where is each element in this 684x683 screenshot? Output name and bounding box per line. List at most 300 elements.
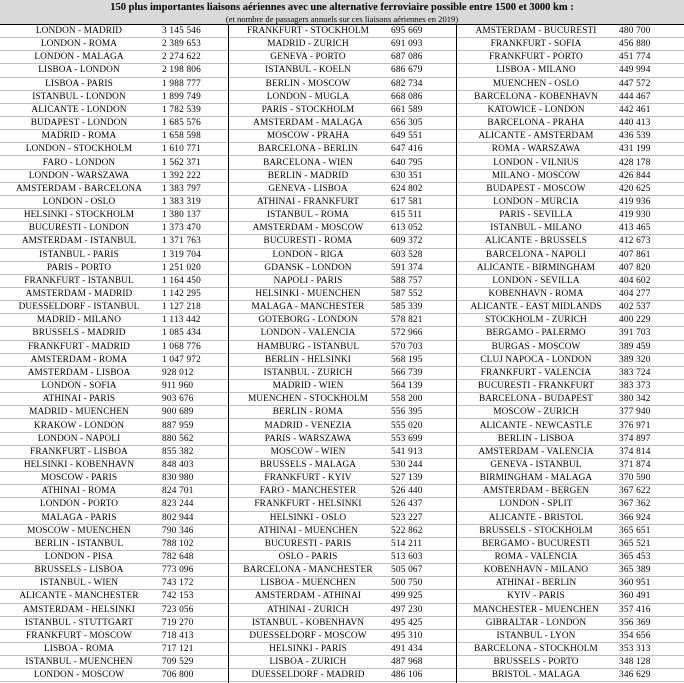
passenger-count: 743 172 bbox=[162, 578, 194, 589]
route-name: BRUSSELS - LISBOA bbox=[34, 565, 124, 576]
passenger-count: 609 372 bbox=[391, 236, 423, 247]
route-name: HAMBURG - ISTANBUL bbox=[256, 341, 360, 352]
table-row bbox=[0, 669, 228, 682]
passenger-count: 527 139 bbox=[391, 473, 423, 484]
route-name: BARCELONA - KOBENHAVN bbox=[474, 91, 598, 102]
table-row bbox=[229, 604, 457, 617]
routes-column bbox=[228, 25, 457, 683]
route-name: FRANKFURT - PORTO bbox=[489, 52, 583, 63]
table-row bbox=[229, 380, 457, 393]
passenger-count: 367 622 bbox=[619, 486, 651, 497]
route-name: DUESSELDORF - MADRID bbox=[251, 670, 365, 681]
passenger-count: 615 511 bbox=[391, 210, 423, 221]
passenger-count: 530 244 bbox=[391, 459, 423, 470]
passenger-count: 585 339 bbox=[391, 302, 423, 313]
passenger-count: 436 539 bbox=[619, 131, 651, 142]
passenger-count: 420 625 bbox=[619, 183, 651, 194]
passenger-count: 380 342 bbox=[619, 394, 651, 405]
passenger-count: 1 319 704 bbox=[162, 249, 201, 260]
route-name: MOSCOW - PRAHA bbox=[266, 131, 350, 142]
passenger-count: 640 795 bbox=[391, 157, 423, 168]
route-name: BARCELONA - BERLIN bbox=[258, 144, 358, 155]
route-name: ATHINAI - ROMA bbox=[41, 486, 117, 497]
route-name: KRAKOW - LONDON bbox=[33, 420, 125, 431]
table-row bbox=[457, 249, 684, 262]
table-row bbox=[457, 183, 684, 196]
table-row bbox=[0, 235, 228, 248]
route-name: MILANO - MOSCOW bbox=[491, 170, 581, 181]
route-name: LONDON - PISA bbox=[44, 552, 114, 562]
table-row bbox=[457, 512, 684, 525]
route-name: MALAGA - PARIS bbox=[41, 512, 117, 523]
table-row bbox=[229, 183, 457, 196]
route-name: PARIS - SEVILLA bbox=[499, 210, 573, 221]
table-row bbox=[0, 288, 228, 301]
table-row bbox=[229, 525, 457, 538]
passenger-count: 486 106 bbox=[391, 670, 423, 681]
table-row bbox=[229, 314, 457, 327]
table-row bbox=[0, 577, 228, 590]
route-name: FARO - MANCHESTER bbox=[259, 486, 357, 497]
passenger-count: 1 068 776 bbox=[162, 341, 201, 352]
passenger-count: 1 251 020 bbox=[162, 262, 201, 273]
passenger-count: 556 395 bbox=[391, 407, 423, 418]
passenger-count: 353 313 bbox=[619, 644, 651, 655]
passenger-count: 1 164 450 bbox=[162, 275, 201, 286]
passenger-count: 1 113 442 bbox=[162, 315, 201, 326]
route-name: AMSTERDAM - MALAGA bbox=[253, 118, 363, 129]
passenger-count: 570 703 bbox=[391, 341, 423, 352]
route-name: GIBRALTAR - LONDON bbox=[485, 617, 587, 628]
passenger-count: 564 139 bbox=[391, 381, 423, 392]
passenger-count: 376 971 bbox=[619, 420, 651, 431]
passenger-count: 514 211 bbox=[391, 538, 423, 549]
route-name: CLUJ NAPOCA - LONDON bbox=[480, 354, 592, 365]
table-row bbox=[457, 38, 684, 51]
table-row bbox=[0, 643, 228, 656]
table-row bbox=[229, 512, 457, 525]
route-name: BUDAPEST - LONDON bbox=[30, 118, 128, 129]
table-row bbox=[457, 420, 684, 433]
table-row bbox=[457, 564, 684, 577]
route-name: AMSTERDAM - ROMA bbox=[30, 354, 128, 365]
route-name: BARCELONA - NAPOLI bbox=[486, 249, 586, 260]
passenger-count: 1 127 218 bbox=[162, 302, 201, 313]
table-row bbox=[0, 459, 228, 472]
route-name: FRANKFURT - MADRID bbox=[28, 341, 130, 352]
route-name: ALICANTE - BIRMINGHAM bbox=[476, 262, 596, 273]
route-name: ROMA - WARSZAWA bbox=[491, 144, 581, 155]
table-row bbox=[0, 275, 228, 288]
route-name: MUENCHEN - STOCKHOLM bbox=[247, 394, 369, 405]
table-row bbox=[229, 275, 457, 288]
passenger-count: 1 685 576 bbox=[162, 118, 201, 129]
route-name: HELSINKI - STOCKHOLM bbox=[23, 210, 135, 221]
route-name: GOTEBORG - LONDON bbox=[258, 315, 358, 326]
route-name: ISTANBUL - KOBENHAVN bbox=[251, 617, 365, 628]
passenger-count: 365 453 bbox=[619, 552, 651, 562]
passenger-count: 400 229 bbox=[619, 315, 651, 326]
table-row bbox=[0, 380, 228, 393]
route-name: MOSCOW - WIEN bbox=[270, 446, 346, 457]
passenger-count: 824 701 bbox=[162, 486, 194, 497]
table-row bbox=[457, 235, 684, 248]
passenger-count: 1 142 295 bbox=[162, 289, 201, 299]
table-row bbox=[0, 433, 228, 446]
route-name: BARCELONA - MANCHESTER bbox=[243, 565, 373, 576]
passenger-count: 456 880 bbox=[619, 39, 651, 50]
table-row bbox=[457, 433, 684, 446]
route-name: BRUSSELS - MALAGA bbox=[259, 459, 357, 470]
route-name: AMSTERDAM - ISTANBUL bbox=[21, 236, 137, 247]
route-name: LONDON - WARSZAWA bbox=[28, 170, 130, 181]
route-name: LONDON - MOSCOW bbox=[33, 670, 125, 681]
passenger-count: 572 966 bbox=[391, 328, 423, 339]
table-row bbox=[229, 538, 457, 551]
passenger-count: 887 959 bbox=[162, 420, 194, 431]
table-row bbox=[457, 551, 684, 564]
table-row bbox=[0, 301, 228, 314]
route-name: OSLO - PARIS bbox=[278, 552, 338, 562]
passenger-count: 880 562 bbox=[162, 433, 194, 444]
passenger-count: 649 551 bbox=[391, 131, 423, 142]
route-name: AMSTERDAM - ATHINAI bbox=[254, 591, 362, 602]
table-row bbox=[229, 446, 457, 459]
table-row bbox=[457, 459, 684, 472]
table-title: 150 plus importantes liaisons aériennes avec une alternative ferroviaire possible entre 1500 et 3000 km : bbox=[110, 2, 574, 13]
table-row bbox=[229, 564, 457, 577]
table-row bbox=[229, 472, 457, 485]
route-name: ALICANTE - LONDON bbox=[31, 104, 127, 115]
passenger-count: 830 980 bbox=[162, 473, 194, 484]
table-row bbox=[457, 91, 684, 104]
passenger-count: 367 362 bbox=[619, 499, 651, 510]
route-name: AMSTERDAM - MADRID bbox=[25, 289, 133, 299]
passenger-count: 661 589 bbox=[391, 104, 423, 115]
passenger-count: 3 145 546 bbox=[162, 26, 201, 36]
table-row bbox=[0, 354, 228, 367]
passenger-count: 928 012 bbox=[162, 367, 194, 378]
passenger-count: 500 750 bbox=[391, 578, 423, 589]
table-row bbox=[229, 235, 457, 248]
passenger-count: 742 153 bbox=[162, 591, 194, 602]
passenger-count: 558 200 bbox=[391, 394, 423, 405]
passenger-count: 656 305 bbox=[391, 118, 423, 129]
route-name: MADRID - ROMA bbox=[41, 131, 117, 142]
passenger-count: 788 102 bbox=[162, 538, 194, 549]
passenger-count: 365 651 bbox=[619, 525, 651, 536]
passenger-count: 1 562 371 bbox=[162, 157, 201, 168]
passenger-count: 391 703 bbox=[619, 328, 651, 339]
route-name: ALICANTE - NEWCASTLE bbox=[479, 420, 593, 431]
route-name: BIRMINGHAM - MALAGA bbox=[479, 473, 593, 484]
table-row bbox=[229, 130, 457, 143]
passenger-count: 444 467 bbox=[619, 91, 651, 102]
route-name: LONDON - NAPOLI bbox=[37, 433, 121, 444]
route-name: AMSTERDAM - BUCURESTI bbox=[475, 26, 597, 36]
table-row bbox=[0, 38, 228, 51]
routes-table bbox=[0, 25, 684, 683]
passenger-count: 802 944 bbox=[162, 512, 194, 523]
passenger-count: 1 988 777 bbox=[162, 78, 201, 89]
table-row bbox=[457, 78, 684, 91]
route-name: LISBOA - PARIS bbox=[45, 78, 113, 89]
passenger-count: 360 491 bbox=[619, 591, 651, 602]
route-name: ISTANBUL - LYON bbox=[496, 630, 576, 641]
passenger-count: 603 528 bbox=[391, 249, 423, 260]
table-row bbox=[229, 170, 457, 183]
route-name: ATHINAI - PARIS bbox=[42, 394, 116, 405]
table-row bbox=[229, 249, 457, 262]
table-row bbox=[229, 341, 457, 354]
route-name: FRANKFURT - SOFIA bbox=[490, 39, 582, 50]
passenger-count: 431 199 bbox=[619, 144, 651, 155]
passenger-count: 691 093 bbox=[391, 39, 423, 50]
passenger-count: 1 782 539 bbox=[162, 104, 201, 115]
table-row bbox=[457, 393, 684, 406]
passenger-count: 773 096 bbox=[162, 565, 194, 576]
table-row bbox=[0, 314, 228, 327]
passenger-count: 389 459 bbox=[619, 341, 651, 352]
passenger-count: 407 820 bbox=[619, 262, 651, 273]
passenger-count: 426 844 bbox=[619, 170, 651, 181]
route-name: LONDON - MADRID bbox=[35, 26, 123, 36]
route-name: BUCURESTI - LONDON bbox=[28, 223, 130, 234]
table-row bbox=[0, 420, 228, 433]
passenger-count: 513 603 bbox=[391, 552, 423, 562]
passenger-count: 413 465 bbox=[619, 223, 651, 234]
table-row bbox=[457, 367, 684, 380]
passenger-count: 404 277 bbox=[619, 289, 651, 299]
table-header bbox=[0, 0, 684, 25]
route-name: AMSTERDAM - VALENCIA bbox=[478, 446, 594, 457]
table-row bbox=[0, 117, 228, 130]
route-name: BRUSSELS - MADRID bbox=[32, 328, 126, 339]
route-name: BRUSSELS - PORTO bbox=[493, 657, 579, 668]
passenger-count: 371 874 bbox=[619, 459, 651, 470]
route-name: BERLIN - ISTANBUL bbox=[34, 538, 124, 549]
table-row bbox=[0, 604, 228, 617]
table-row bbox=[0, 406, 228, 419]
passenger-count: 695 669 bbox=[391, 26, 423, 36]
route-name: ALICANTE - MANCHESTER bbox=[19, 591, 139, 602]
passenger-count: 578 821 bbox=[391, 315, 423, 326]
table-row bbox=[457, 275, 684, 288]
table-row bbox=[0, 446, 228, 459]
route-name: KOBENHAVN - ROMA bbox=[488, 289, 584, 299]
passenger-count: 1 373 470 bbox=[162, 223, 201, 234]
route-name: ISTANBUL - KOELN bbox=[265, 65, 351, 76]
passenger-count: 412 673 bbox=[619, 236, 651, 247]
passenger-count: 591 374 bbox=[391, 262, 423, 273]
passenger-count: 1 899 749 bbox=[162, 91, 201, 102]
table-row bbox=[229, 157, 457, 170]
table-row bbox=[229, 327, 457, 340]
passenger-count: 823 244 bbox=[162, 499, 194, 510]
passenger-count: 407 861 bbox=[619, 249, 651, 260]
passenger-count: 360 951 bbox=[619, 578, 651, 589]
route-name: KOBENHAVN - MILANO bbox=[483, 565, 589, 576]
route-name: BRUSSELS - STOCKHOLM bbox=[479, 525, 593, 536]
passenger-count: 717 121 bbox=[162, 644, 194, 655]
route-name: BARCELONA - BUDAPEST bbox=[478, 394, 594, 405]
passenger-count: 588 757 bbox=[391, 275, 423, 286]
table-row bbox=[0, 341, 228, 354]
table-row bbox=[457, 341, 684, 354]
table-row bbox=[229, 590, 457, 603]
table-row bbox=[457, 630, 684, 643]
route-name: LONDON - VILNIUS bbox=[493, 157, 579, 168]
route-name: FRANKFURT - MOSCOW bbox=[26, 630, 132, 641]
passenger-count: 449 994 bbox=[619, 65, 651, 76]
route-name: LISBOA - MUENCHEN bbox=[260, 578, 356, 589]
table-row bbox=[0, 564, 228, 577]
table-row bbox=[457, 209, 684, 222]
passenger-count: 647 416 bbox=[391, 144, 423, 155]
passenger-count: 356 369 bbox=[619, 617, 651, 628]
route-name: MOSCOW - ZURICH bbox=[493, 407, 579, 418]
table-row bbox=[229, 643, 457, 656]
passenger-count: 526 440 bbox=[391, 486, 423, 497]
passenger-count: 404 602 bbox=[619, 275, 651, 286]
passenger-count: 911 960 bbox=[162, 381, 194, 392]
passenger-count: 491 434 bbox=[391, 644, 423, 655]
table-row bbox=[0, 249, 228, 262]
passenger-count: 383 724 bbox=[619, 367, 651, 378]
route-name: ISTANBUL - MILANO bbox=[490, 223, 582, 234]
passenger-count: 389 320 bbox=[619, 354, 651, 365]
passenger-count: 719 270 bbox=[162, 617, 194, 628]
table-row bbox=[0, 64, 228, 77]
table-row bbox=[0, 538, 228, 551]
route-name: LONDON - RIGA bbox=[272, 249, 344, 260]
route-name: AMSTERDAM - BARCELONA bbox=[15, 183, 143, 194]
route-name: BARCELONA - WIEN bbox=[263, 157, 353, 168]
route-name: GDANSK - LONDON bbox=[264, 262, 352, 273]
passenger-count: 782 648 bbox=[162, 552, 194, 562]
route-name: ISTANBUL - ZURICH bbox=[263, 367, 353, 378]
passenger-count: 495 425 bbox=[391, 617, 423, 628]
table-row bbox=[457, 446, 684, 459]
passenger-count: 419 936 bbox=[619, 196, 651, 207]
route-name: GENEVA - PORTO bbox=[270, 52, 346, 63]
table-subtitle: (et nombre de passagers annuels sur ces liaisons aériennes en 2019) bbox=[225, 14, 459, 24]
table-row bbox=[229, 78, 457, 91]
table-row bbox=[0, 183, 228, 196]
route-name: MADRID - MUENCHEN bbox=[29, 407, 129, 418]
passenger-count: 706 800 bbox=[162, 670, 194, 681]
passenger-count: 440 413 bbox=[619, 118, 651, 129]
route-name: ATHINAI - MUENCHEN bbox=[258, 525, 358, 536]
table-row bbox=[229, 51, 457, 64]
passenger-count: 442 461 bbox=[619, 104, 651, 115]
table-row bbox=[229, 222, 457, 235]
route-name: HELSINKI - KOBENHAVN bbox=[23, 459, 135, 470]
passenger-count: 555 020 bbox=[391, 420, 423, 431]
table-row bbox=[0, 327, 228, 340]
route-name: ISTANBUL - MUENCHEN bbox=[25, 657, 133, 668]
route-name: ALICANTE - AMSTERDAM bbox=[478, 131, 594, 142]
route-name: MADRID - ZURICH bbox=[267, 39, 349, 50]
route-name: GENEVA - LISBOA bbox=[268, 183, 348, 194]
passenger-count: 447 572 bbox=[619, 78, 651, 89]
table-row bbox=[457, 25, 684, 38]
route-name: STOCKHOLM - ZURICH bbox=[485, 315, 587, 326]
table-row bbox=[457, 485, 684, 498]
table-row bbox=[0, 656, 228, 669]
table-row bbox=[0, 196, 228, 209]
table-row bbox=[457, 669, 684, 682]
passenger-count: 566 739 bbox=[391, 367, 423, 378]
route-name: KATOWICE - LONDON bbox=[487, 104, 585, 115]
table-row bbox=[229, 91, 457, 104]
table-row bbox=[229, 117, 457, 130]
route-name: PARIS - PORTO bbox=[46, 262, 112, 273]
route-name: ISTANBUL - STUTTGART bbox=[24, 617, 134, 628]
passenger-count: 1 392 222 bbox=[162, 170, 201, 181]
route-name: LISBOA - ZURICH bbox=[269, 657, 347, 668]
table-row bbox=[0, 143, 228, 156]
passenger-count: 1 383 797 bbox=[162, 183, 201, 194]
passenger-count: 383 373 bbox=[619, 381, 651, 392]
table-row bbox=[457, 117, 684, 130]
passenger-count: 522 862 bbox=[391, 525, 423, 536]
route-name: ROMA - VALENCIA bbox=[494, 552, 578, 562]
route-name: BERGAMO - PALERMO bbox=[486, 328, 586, 339]
passenger-count: 523 227 bbox=[391, 512, 423, 523]
passenger-count: 790 346 bbox=[162, 525, 194, 536]
passenger-count: 682 734 bbox=[391, 78, 423, 89]
route-name: BARCELONA - PRAHA bbox=[487, 118, 585, 129]
route-name: AMSTERDAM - HELSINKI bbox=[22, 604, 135, 615]
route-name: MUENCHEN - OSLO bbox=[492, 78, 580, 89]
route-name: MADRID - WIEN bbox=[272, 381, 344, 392]
table-row bbox=[229, 288, 457, 301]
table-row bbox=[457, 538, 684, 551]
passenger-count: 374 897 bbox=[619, 433, 651, 444]
table-row bbox=[457, 656, 684, 669]
table-row bbox=[229, 669, 457, 682]
table-row bbox=[229, 406, 457, 419]
route-name: ISTANBUL - WIEN bbox=[39, 578, 119, 589]
table-row bbox=[0, 222, 228, 235]
passenger-count: 526 437 bbox=[391, 499, 423, 510]
table-row bbox=[457, 314, 684, 327]
route-name: MADRID - MILANO bbox=[36, 315, 122, 326]
table-row bbox=[457, 196, 684, 209]
route-name: ATHINAI - BERLIN bbox=[495, 578, 577, 589]
table-row bbox=[457, 472, 684, 485]
route-name: BURGAS - MOSCOW bbox=[491, 341, 581, 352]
table-row bbox=[457, 51, 684, 64]
table-row bbox=[0, 512, 228, 525]
passenger-count: 1 047 972 bbox=[162, 354, 201, 365]
table-row bbox=[457, 104, 684, 117]
table-row bbox=[0, 209, 228, 222]
table-row bbox=[457, 301, 684, 314]
table-row bbox=[0, 630, 228, 643]
passenger-count: 1 383 319 bbox=[162, 196, 201, 207]
route-name: ISTANBUL - PARIS bbox=[39, 249, 119, 260]
table-row bbox=[457, 590, 684, 603]
table-row bbox=[0, 91, 228, 104]
table-row bbox=[0, 104, 228, 117]
passenger-count: 855 382 bbox=[162, 446, 194, 457]
route-name: AMSTERDAM - BERGEN bbox=[482, 486, 590, 497]
table-row bbox=[229, 354, 457, 367]
table-row bbox=[0, 485, 228, 498]
route-name: LISBOA - MILANO bbox=[496, 65, 576, 76]
